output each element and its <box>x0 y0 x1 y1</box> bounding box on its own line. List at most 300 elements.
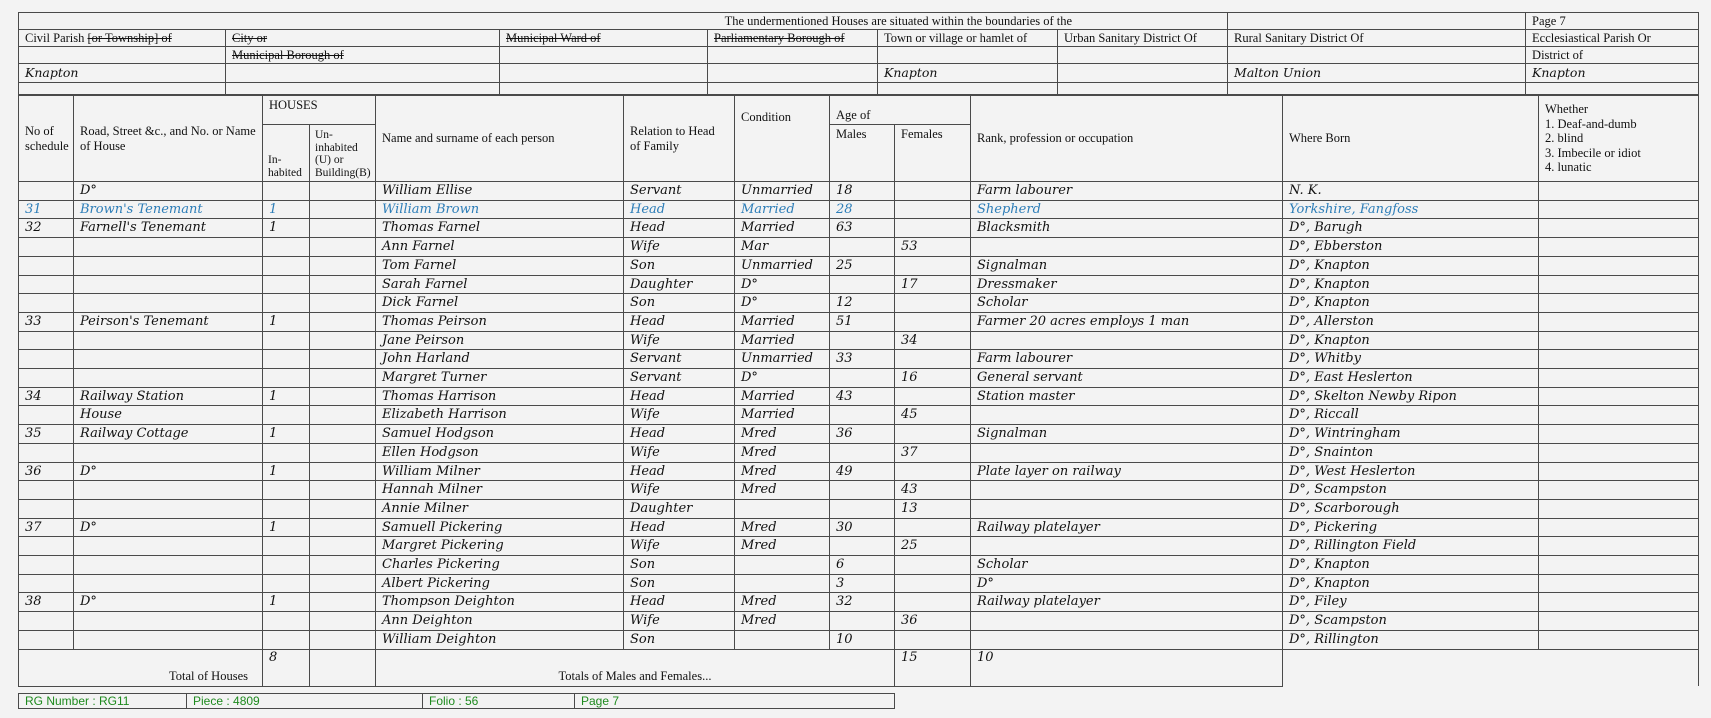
road-cell <box>74 574 263 593</box>
uninhabited-cell <box>310 612 376 631</box>
occupation-cell: Shepherd <box>971 200 1283 219</box>
col-age-of: Age of <box>830 96 971 125</box>
relation-cell: Head <box>624 462 735 481</box>
whether-cell <box>1539 630 1699 649</box>
name-cell: Dick Farnel <box>376 294 624 313</box>
occupation-cell: Farmer 20 acres employs 1 man <box>971 312 1283 331</box>
total-females-value: 10 <box>971 649 1283 686</box>
females-cell <box>895 593 971 612</box>
condition-cell: Unmarried <box>735 350 830 369</box>
relation-cell: Head <box>624 387 735 406</box>
inhabited-cell <box>263 350 310 369</box>
schedule-cell <box>19 481 74 500</box>
inhabited-cell: 1 <box>263 518 310 537</box>
name-cell: Margret Pickering <box>376 537 624 556</box>
name-cell: Annie Milner <box>376 499 624 518</box>
eccl-parish-label: Ecclesiastical Parish Or <box>1526 30 1699 47</box>
rural-sanitary-value: Malton Union <box>1228 64 1526 83</box>
condition-cell <box>735 574 830 593</box>
table-row <box>19 481 1699 500</box>
condition-cell: Married <box>735 406 830 425</box>
whether-cell <box>1539 387 1699 406</box>
females-cell: 37 <box>895 443 971 462</box>
road-cell: D° <box>74 593 263 612</box>
name-cell: Jane Peirson <box>376 331 624 350</box>
civil-parish-value: Knapton <box>19 64 226 83</box>
condition-cell: Mar <box>735 238 830 257</box>
born-cell: D°, Snainton <box>1283 443 1539 462</box>
relation-cell: Wife <box>624 612 735 631</box>
inhabited-cell: 1 <box>263 462 310 481</box>
col-condition: Condition <box>735 96 830 182</box>
uninhabited-cell <box>310 294 376 313</box>
occupation-cell <box>971 481 1283 500</box>
name-cell: Hannah Milner <box>376 481 624 500</box>
relation-cell: Head <box>624 200 735 219</box>
name-cell: Albert Pickering <box>376 574 624 593</box>
relation-cell: Daughter <box>624 499 735 518</box>
females-cell: 25 <box>895 537 971 556</box>
females-cell <box>895 462 971 481</box>
schedule-cell: 31 <box>19 200 74 219</box>
females-cell: 53 <box>895 238 971 257</box>
table-row <box>19 593 1699 612</box>
occupation-cell: Scholar <box>971 556 1283 575</box>
name-cell: Thomas Peirson <box>376 312 624 331</box>
females-cell <box>895 200 971 219</box>
table-row <box>19 369 1699 388</box>
born-cell: D°, East Heslerton <box>1283 369 1539 388</box>
born-cell: Yorkshire, Fangfoss <box>1283 200 1539 219</box>
whether-cell <box>1539 369 1699 388</box>
born-cell: D°, Allerston <box>1283 312 1539 331</box>
occupation-cell <box>971 612 1283 631</box>
born-cell: D°, Knapton <box>1283 574 1539 593</box>
page-label: Page 7 <box>1526 13 1699 30</box>
condition-cell: Married <box>735 219 830 238</box>
inhabited-cell: 1 <box>263 312 310 331</box>
inhabited-cell <box>263 256 310 275</box>
whether-cell <box>1539 182 1699 201</box>
uninhabited-cell <box>310 256 376 275</box>
schedule-cell <box>19 556 74 575</box>
born-cell: D°, Skelton Newby Ripon <box>1283 387 1539 406</box>
born-cell: D°, Rillington Field <box>1283 537 1539 556</box>
males-cell: 10 <box>830 630 895 649</box>
uninhabited-cell <box>310 481 376 500</box>
schedule-cell <box>19 499 74 518</box>
condition-cell: Mred <box>735 537 830 556</box>
occupation-cell: Farm labourer <box>971 350 1283 369</box>
relation-cell: Servant <box>624 182 735 201</box>
schedule-cell <box>19 350 74 369</box>
born-cell: D°, Knapton <box>1283 294 1539 313</box>
table-row <box>19 312 1699 331</box>
uninhabited-cell <box>310 630 376 649</box>
females-cell: 16 <box>895 369 971 388</box>
name-cell: Thompson Deighton <box>376 593 624 612</box>
road-cell: D° <box>74 182 263 201</box>
occupation-cell: Farm labourer <box>971 182 1283 201</box>
condition-cell: Mred <box>735 593 830 612</box>
name-cell: Margret Turner <box>376 369 624 388</box>
females-cell <box>895 630 971 649</box>
born-cell: D°, Knapton <box>1283 275 1539 294</box>
road-cell <box>74 331 263 350</box>
table-row <box>19 182 1699 201</box>
table-row <box>19 425 1699 444</box>
relation-cell: Head <box>624 219 735 238</box>
census-rows <box>19 182 1699 650</box>
col-females: Females <box>895 125 971 182</box>
road-cell: House <box>74 406 263 425</box>
road-cell: Railway Station <box>74 387 263 406</box>
born-cell: D°, Whitby <box>1283 350 1539 369</box>
road-cell <box>74 275 263 294</box>
born-cell: D°, Wintringham <box>1283 425 1539 444</box>
name-cell: William Deighton <box>376 630 624 649</box>
whether-cell <box>1539 275 1699 294</box>
name-cell: Samuel Hodgson <box>376 425 624 444</box>
road-cell <box>74 537 263 556</box>
whether-cell <box>1539 312 1699 331</box>
schedule-cell <box>19 256 74 275</box>
page-number: Page 7 <box>575 694 895 709</box>
uninhabited-cell <box>310 499 376 518</box>
inhabited-cell <box>263 481 310 500</box>
whether-cell <box>1539 574 1699 593</box>
relation-cell: Wife <box>624 537 735 556</box>
census-page <box>18 12 1698 687</box>
females-cell: 43 <box>895 481 971 500</box>
inhabited-cell: 1 <box>263 200 310 219</box>
condition-cell: Mred <box>735 443 830 462</box>
males-cell: 32 <box>830 593 895 612</box>
uninhabited-cell <box>310 518 376 537</box>
males-cell <box>830 369 895 388</box>
relation-cell: Son <box>624 574 735 593</box>
relation-cell: Son <box>624 294 735 313</box>
name-cell: William Ellise <box>376 182 624 201</box>
occupation-cell: Dressmaker <box>971 275 1283 294</box>
males-cell <box>830 331 895 350</box>
relation-cell: Servant <box>624 369 735 388</box>
municipal-borough-label: Municipal Borough of <box>226 47 500 64</box>
table-row <box>19 499 1699 518</box>
born-cell: D°, Knapton <box>1283 256 1539 275</box>
col-name: Name and surname of each person <box>376 96 624 182</box>
whether-cell <box>1539 331 1699 350</box>
condition-cell: Unmarried <box>735 256 830 275</box>
whether-cell <box>1539 406 1699 425</box>
name-cell: Thomas Harrison <box>376 387 624 406</box>
males-cell <box>830 481 895 500</box>
occupation-cell <box>971 630 1283 649</box>
schedule-cell: 33 <box>19 312 74 331</box>
schedule-cell <box>19 369 74 388</box>
born-cell: D°, Pickering <box>1283 518 1539 537</box>
whether-cell <box>1539 556 1699 575</box>
males-cell: 63 <box>830 219 895 238</box>
condition-cell: Married <box>735 200 830 219</box>
schedule-cell: 32 <box>19 219 74 238</box>
inhabited-cell <box>263 182 310 201</box>
schedule-cell <box>19 630 74 649</box>
inhabited-cell <box>263 238 310 257</box>
table-row <box>19 331 1699 350</box>
col-occupation: Rank, profession or occupation <box>971 96 1283 182</box>
uninhabited-cell <box>310 593 376 612</box>
relation-cell: Wife <box>624 481 735 500</box>
road-cell <box>74 294 263 313</box>
uninhabited-cell <box>310 331 376 350</box>
uninhabited-cell <box>310 350 376 369</box>
schedule-cell <box>19 612 74 631</box>
born-cell: D°, Rillington <box>1283 630 1539 649</box>
born-cell: D°, Knapton <box>1283 556 1539 575</box>
road-cell <box>74 350 263 369</box>
table-row <box>19 443 1699 462</box>
urban-sanitary-label: Urban Sanitary District Of <box>1058 30 1228 47</box>
table-row <box>19 275 1699 294</box>
rural-sanitary-label: Rural Sanitary District Of <box>1228 30 1526 47</box>
occupation-cell: Railway platelayer <box>971 518 1283 537</box>
name-cell: William Milner <box>376 462 624 481</box>
females-cell <box>895 556 971 575</box>
females-cell: 34 <box>895 331 971 350</box>
municipal-ward-label: Municipal Ward of <box>500 30 708 47</box>
col-males: Males <box>830 125 895 182</box>
table-row <box>19 574 1699 593</box>
schedule-cell: 34 <box>19 387 74 406</box>
uninhabited-cell <box>310 574 376 593</box>
males-cell: 25 <box>830 256 895 275</box>
total-houses-label: Total of Houses <box>19 649 263 686</box>
born-cell: D°, Knapton <box>1283 331 1539 350</box>
females-cell: 45 <box>895 406 971 425</box>
born-cell: D°, Ebberston <box>1283 238 1539 257</box>
eccl-district-label: District of <box>1526 47 1699 64</box>
piece-number: Piece : 4809 <box>187 694 423 709</box>
occupation-cell: Station master <box>971 387 1283 406</box>
table-row <box>19 630 1699 649</box>
table-row <box>19 612 1699 631</box>
born-cell: D°, West Heslerton <box>1283 462 1539 481</box>
females-cell: 36 <box>895 612 971 631</box>
born-cell: N. K. <box>1283 182 1539 201</box>
condition-cell: Mred <box>735 481 830 500</box>
uninhabited-cell <box>310 182 376 201</box>
occupation-cell: Railway platelayer <box>971 593 1283 612</box>
rg-number: RG Number : RG11 <box>19 694 187 709</box>
condition-cell <box>735 556 830 575</box>
col-schedule: No of schedule <box>19 96 74 182</box>
uninhabited-cell <box>310 219 376 238</box>
males-cell <box>830 612 895 631</box>
condition-cell: Married <box>735 331 830 350</box>
schedule-cell <box>19 537 74 556</box>
road-cell <box>74 499 263 518</box>
table-row <box>19 238 1699 257</box>
table-row <box>19 462 1699 481</box>
inhabited-cell <box>263 612 310 631</box>
total-persons-label: Totals of Males and Females... <box>376 649 895 686</box>
males-cell <box>830 499 895 518</box>
females-cell <box>895 425 971 444</box>
males-cell <box>830 443 895 462</box>
uninhabited-cell <box>310 387 376 406</box>
road-cell: D° <box>74 518 263 537</box>
whether-cell <box>1539 294 1699 313</box>
whether-cell <box>1539 425 1699 444</box>
name-cell: Tom Farnel <box>376 256 624 275</box>
born-cell: D°, Scampston <box>1283 612 1539 631</box>
road-cell: D° <box>74 462 263 481</box>
condition-cell: Mred <box>735 612 830 631</box>
relation-cell: Head <box>624 425 735 444</box>
relation-cell: Son <box>624 556 735 575</box>
females-cell <box>895 182 971 201</box>
road-cell <box>74 612 263 631</box>
relation-cell: Wife <box>624 443 735 462</box>
location-header <box>18 12 1699 95</box>
name-cell: Charles Pickering <box>376 556 624 575</box>
name-cell: Elizabeth Harrison <box>376 406 624 425</box>
occupation-cell: Signalman <box>971 425 1283 444</box>
whether-cell <box>1539 256 1699 275</box>
inhabited-cell <box>263 275 310 294</box>
header-title: The undermentioned Houses are situated within the boundaries of the <box>19 13 1228 30</box>
col-road: Road, Street &c., and No. or Name of House <box>74 96 263 182</box>
males-cell: 28 <box>830 200 895 219</box>
females-cell: 13 <box>895 499 971 518</box>
uninhabited-cell <box>310 537 376 556</box>
table-row <box>19 556 1699 575</box>
road-cell: Peirson's Tenemant <box>74 312 263 331</box>
total-males-value: 15 <box>895 649 971 686</box>
males-cell: 18 <box>830 182 895 201</box>
schedule-cell: 38 <box>19 593 74 612</box>
condition-cell: Mred <box>735 425 830 444</box>
females-cell <box>895 574 971 593</box>
occupation-cell: Plate layer on railway <box>971 462 1283 481</box>
born-cell: D°, Barugh <box>1283 219 1539 238</box>
inhabited-cell <box>263 369 310 388</box>
road-cell: Farnell's Tenemant <box>74 219 263 238</box>
source-reference <box>18 693 895 709</box>
whether-cell <box>1539 481 1699 500</box>
females-cell <box>895 387 971 406</box>
name-cell: Ann Farnel <box>376 238 624 257</box>
col-houses: HOUSES <box>263 96 376 125</box>
whether-cell <box>1539 612 1699 631</box>
town-village-label: Town or village or hamlet of <box>878 30 1058 47</box>
parliamentary-borough-label: Parliamentary Borough of <box>708 30 878 47</box>
schedule-cell <box>19 406 74 425</box>
header-spacer <box>1228 13 1526 30</box>
table-row <box>19 406 1699 425</box>
whether-cell <box>1539 443 1699 462</box>
schedule-cell <box>19 238 74 257</box>
males-cell: 36 <box>830 425 895 444</box>
occupation-cell <box>971 406 1283 425</box>
females-cell <box>895 219 971 238</box>
whether-cell <box>1539 238 1699 257</box>
condition-cell <box>735 499 830 518</box>
inhabited-cell: 1 <box>263 593 310 612</box>
inhabited-cell <box>263 574 310 593</box>
males-cell: 30 <box>830 518 895 537</box>
table-row <box>19 537 1699 556</box>
females-cell <box>895 518 971 537</box>
uninhabited-cell <box>310 275 376 294</box>
males-cell: 12 <box>830 294 895 313</box>
males-cell: 3 <box>830 574 895 593</box>
relation-cell: Servant <box>624 350 735 369</box>
name-cell: William Brown <box>376 200 624 219</box>
uninhabited-cell <box>310 462 376 481</box>
table-row <box>19 219 1699 238</box>
inhabited-cell <box>263 630 310 649</box>
inhabited-cell <box>263 556 310 575</box>
schedule-cell <box>19 294 74 313</box>
total-houses-value: 8 <box>263 649 310 686</box>
occupation-cell: General servant <box>971 369 1283 388</box>
condition-cell: Mred <box>735 462 830 481</box>
name-cell: John Harland <box>376 350 624 369</box>
road-cell: Railway Cottage <box>74 425 263 444</box>
eccl-parish-value: Knapton <box>1526 64 1699 83</box>
occupation-cell <box>971 537 1283 556</box>
occupation-cell <box>971 238 1283 257</box>
schedule-cell <box>19 574 74 593</box>
males-cell: 33 <box>830 350 895 369</box>
road-cell <box>74 481 263 500</box>
uninhabited-cell <box>310 238 376 257</box>
males-cell <box>830 238 895 257</box>
condition-cell: D° <box>735 275 830 294</box>
occupation-cell <box>971 499 1283 518</box>
relation-cell: Son <box>624 256 735 275</box>
table-row <box>19 518 1699 537</box>
inhabited-cell <box>263 406 310 425</box>
col-whether: Whether 1. Deaf-and-dumb 2. blind 3. Imbecile or idiot 4. lunatic <box>1539 96 1699 182</box>
road-cell <box>74 256 263 275</box>
occupation-cell <box>971 331 1283 350</box>
relation-cell: Head <box>624 312 735 331</box>
city-label: City or <box>226 30 500 47</box>
schedule-cell <box>19 182 74 201</box>
condition-cell: Mred <box>735 518 830 537</box>
relation-cell: Wife <box>624 406 735 425</box>
born-cell: D°, Riccall <box>1283 406 1539 425</box>
relation-cell: Wife <box>624 331 735 350</box>
females-cell <box>895 350 971 369</box>
occupation-cell: Scholar <box>971 294 1283 313</box>
town-village-value: Knapton <box>878 64 1058 83</box>
inhabited-cell <box>263 499 310 518</box>
whether-cell <box>1539 499 1699 518</box>
inhabited-cell <box>263 537 310 556</box>
condition-cell: D° <box>735 369 830 388</box>
inhabited-cell: 1 <box>263 387 310 406</box>
born-cell: D°, Filey <box>1283 593 1539 612</box>
table-row <box>19 350 1699 369</box>
table-row <box>19 200 1699 219</box>
whether-cell <box>1539 537 1699 556</box>
uninhabited-cell <box>310 406 376 425</box>
relation-cell: Son <box>624 630 735 649</box>
